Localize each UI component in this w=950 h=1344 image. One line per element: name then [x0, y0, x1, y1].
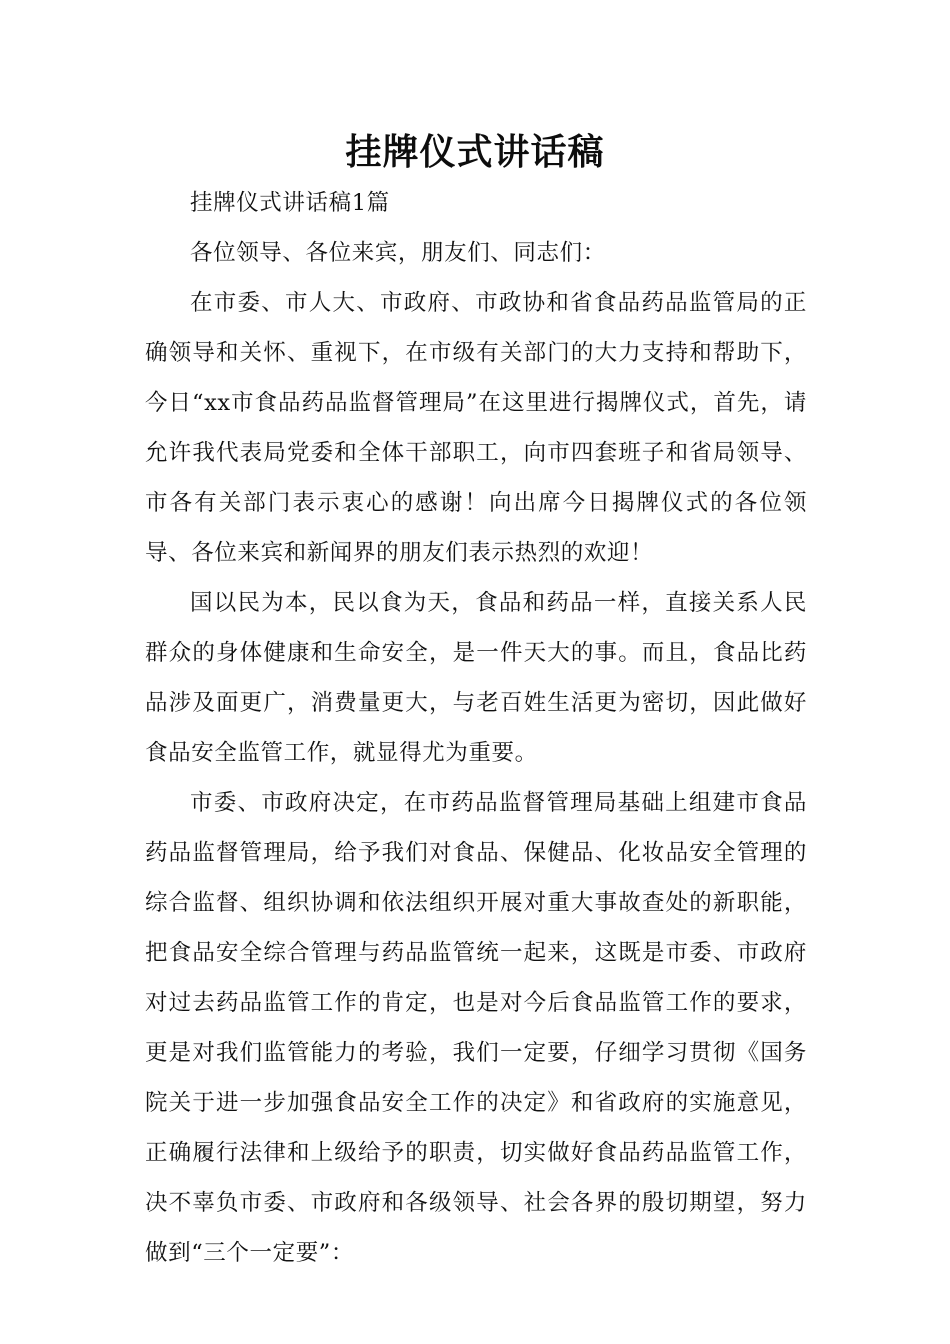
document-title: 挂牌仪式讲话稿 [345, 132, 605, 173]
document-subtitle: 挂牌仪式讲话稿1篇 [190, 190, 390, 216]
document-body [145, 178, 807, 1278]
paragraph-2: 国以民为本，民以食为天，食品和药品一样，直接关系人民群众的身体健康和生命安全，是一件天大的事。而且，食品比药品涉及面更广，消费量更大，与老百姓生活更为密切，因此做好食品安全监管工作，就显得尤为重要。 [145, 590, 807, 766]
salutation: 各位领导、各位来宾，朋友们、同志们： [190, 240, 606, 266]
paragraph-3: 市委、市政府决定，在市药品监督管理局基础上组建市食品药品监督管理局，给予我们对食品、保健品、化妆品安全管理的综合监督、组织协调和依法组织开展对重大事故查处的新职能，把食品安全综合管理与药品监管统一起来，这既是市委、市政府对过去药品监管工作的肯定，也是对今后食品监管工作的要求，更是对我们监管能力的考验，我们一定要，仔细学习贯彻《国务院关于进一步加强食品安全工作的决定》和省政府的实施意见，正确履行法律和上级给予的职责，切实做好食品药品监管工作，决不辜负市委、市政府和各级领导、社会各界的殷切期望，努力做到“三个一定要”： [145, 790, 807, 1266]
paragraph-1: 在市委、市人大、市政府、市政协和省食品药品监管局的正确领导和关怀、重视下，在市级有关部门的大力支持和帮助下，今日“xx市食品药品监督管理局”在这里进行揭牌仪式，首先，请允许我代表局党委和全体干部职工，向市四套班子和省局领导、市各有关部门表示衷心的感谢！向出席今日揭牌仪式的各位领导、各位来宾和新闻界的朋友们表示热烈的欢迎！ [145, 290, 807, 566]
